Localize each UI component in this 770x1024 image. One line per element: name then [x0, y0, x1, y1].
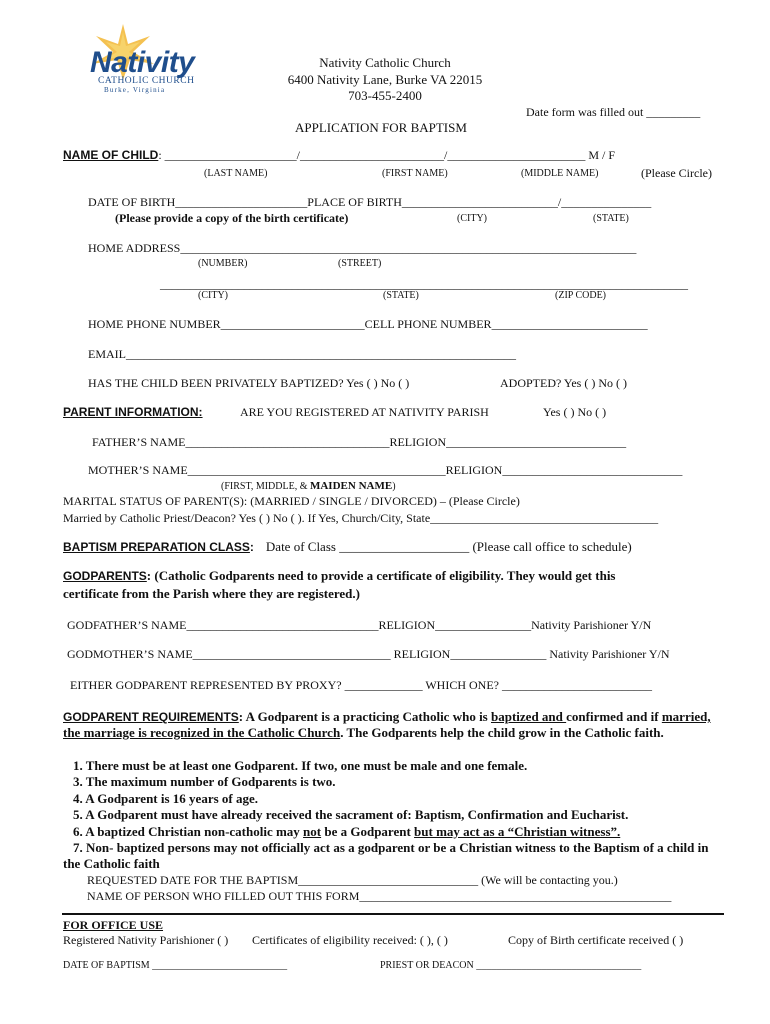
child-name-row[interactable]: [63, 148, 615, 163]
phone-numbers-row[interactable]: HOME PHONE NUMBER________________________CELL PHONE NUMBER__________________________: [88, 317, 648, 331]
prep-class-row[interactable]: BAPTISM PREPARATION CLASS: Date of Class ____________________ (Please call office to schedule): [63, 539, 632, 554]
logo-place: Burke, Virginia: [104, 86, 166, 94]
office-divider: [62, 913, 724, 915]
state2-hint: (STATE): [383, 290, 419, 301]
godparents-heading: GODPARENTS: (Catholic Godparents need to provide a certificate of eligibility. They would get this: [63, 568, 616, 583]
church-name: Nativity Catholic Church: [319, 55, 451, 70]
last-name-hint: (LAST NAME): [204, 168, 268, 179]
office-use-label: FOR OFFICE USE: [63, 918, 164, 932]
number-hint: (NUMBER): [198, 258, 248, 269]
street-hint: (STREET): [338, 258, 382, 269]
church-phone: 703-455-2400: [348, 88, 422, 103]
father-row[interactable]: FATHER’S NAME__________________________________RELIGION______________________________: [92, 435, 627, 449]
married-by-priest[interactable]: Married by Catholic Priest/Deacon? Yes ( ) No ( ). If Yes, Church/City, State______________________________________: [63, 511, 659, 525]
requirement-7: 7. Non- baptized persons may not officially act as a godparent or be a Christian witness to the Baptism of a child in the Catholic faith: [63, 840, 709, 871]
marital-status[interactable]: MARITAL STATUS OF PARENT(S): (MARRIED / SINGLE / DIVORCED) – (Please Circle): [63, 494, 520, 508]
church-address: 6400 Nativity Lane, Burke VA 22015: [287, 72, 483, 87]
godparents-heading-2: certificate from the Parish where they are registered.): [63, 586, 360, 601]
birth-cert-note: (Please provide a copy of the birth certificate): [115, 211, 349, 225]
mother-name-hint: (FIRST, MIDDLE, & MAIDEN NAME): [221, 480, 396, 492]
state-hint: (STATE): [593, 213, 629, 224]
circle-hint: (Please Circle): [641, 166, 712, 180]
office-priest-deacon[interactable]: PRIEST OR DEACON _________________________________: [380, 960, 642, 971]
godmother-row[interactable]: GODMOTHER’S NAME_________________________________ RELIGION________________ Nativity Parishioner Y/N: [67, 647, 670, 661]
mother-row[interactable]: MOTHER’S NAME___________________________________________RELIGION______________________________: [88, 463, 683, 477]
prep-class-date[interactable]: Date of Class ____________________ (Please call office to schedule): [265, 539, 632, 554]
requirement-3: 3. The maximum number of Godparents is two.: [73, 774, 336, 789]
dob-place-row[interactable]: DATE OF BIRTH______________________PLACE OF BIRTH__________________________/_______________: [88, 195, 652, 209]
form-title: APPLICATION FOR BAPTISM: [295, 120, 467, 135]
registered-question: ARE YOU REGISTERED AT NATIVITY PARISH: [240, 405, 489, 419]
office-date-of-baptism[interactable]: DATE OF BAPTISM ___________________________: [63, 960, 288, 971]
parent-info-label: PARENT INFORMATION:: [63, 405, 203, 419]
proxy-row[interactable]: EITHER GODPARENT REPRESENTED BY PROXY? _____________ WHICH ONE? _________________________: [70, 678, 652, 692]
godfather-row[interactable]: GODFATHER’S NAME________________________________RELIGION________________Nativity Parishioner Y/N: [67, 618, 652, 632]
first-name-hint: (FIRST NAME): [382, 168, 448, 179]
office-birth-cert[interactable]: Copy of Birth certificate received ( ): [508, 933, 684, 947]
logo-subtitle: CATHOLIC CHURCH: [98, 76, 195, 86]
logo-word: Nativity: [90, 46, 195, 79]
filled-by-row[interactable]: NAME OF PERSON WHO FILLED OUT THIS FORM____________________________________________________: [87, 889, 672, 903]
middle-name-hint: (MIDDLE NAME): [521, 168, 599, 179]
prep-class-label: BAPTISM PREPARATION CLASS: [63, 540, 250, 554]
registered-yes-no[interactable]: Yes ( ) No ( ): [543, 405, 607, 419]
home-address-field[interactable]: HOME ADDRESS____________________________________________________________________________: [88, 241, 637, 255]
child-name-fields[interactable]: : ______________________/________________________/_______________________ M / F: [158, 148, 616, 162]
requirement-4: 4. A Godparent is 16 years of age.: [73, 791, 259, 806]
office-registered[interactable]: Registered Nativity Parishioner ( ): [63, 933, 229, 947]
adopted-question[interactable]: ADOPTED? Yes ( ) No ( ): [500, 376, 627, 390]
requirement-5: 5. A Godparent must have already received the sacrament of: Baptism, Confirmation and Eucharist.: [73, 807, 629, 822]
child-name-label: NAME OF CHILD: [63, 148, 159, 162]
zip-hint: (ZIP CODE): [555, 290, 607, 301]
email-field[interactable]: EMAIL_________________________________________________________________: [88, 347, 516, 361]
requirement-1: 1. There must be at least one Godparent. If two, one must be male and one female.: [73, 758, 528, 773]
private-baptism-question[interactable]: HAS THE CHILD BEEN PRIVATELY BAPTIZED? Yes ( ) No ( ): [88, 376, 410, 390]
address-line2-field[interactable]: ________________________________________________________________________________________: [160, 277, 688, 291]
requirements-intro: GODPARENT REQUIREMENTS: A Godparent is a practicing Catholic who is baptized and confirmed and if married, the marriage is recognized in the Catholic Church. The Godparents help the child grow in the Catholic faith.: [63, 709, 711, 740]
requirement-6: 6. A baptized Christian non-catholic may not be a Godparent but may act as a “Christian witness”.: [73, 824, 621, 839]
city2-hint: (CITY): [198, 290, 228, 301]
office-certificates[interactable]: Certificates of eligibility received: ( ), ( ): [252, 933, 448, 947]
requested-date-row[interactable]: REQUESTED DATE FOR THE BAPTISM______________________________ (We will be contacting you.): [87, 873, 618, 887]
date-filled-field[interactable]: Date form was filled out _________: [526, 105, 701, 119]
city-hint: (CITY): [457, 213, 487, 224]
